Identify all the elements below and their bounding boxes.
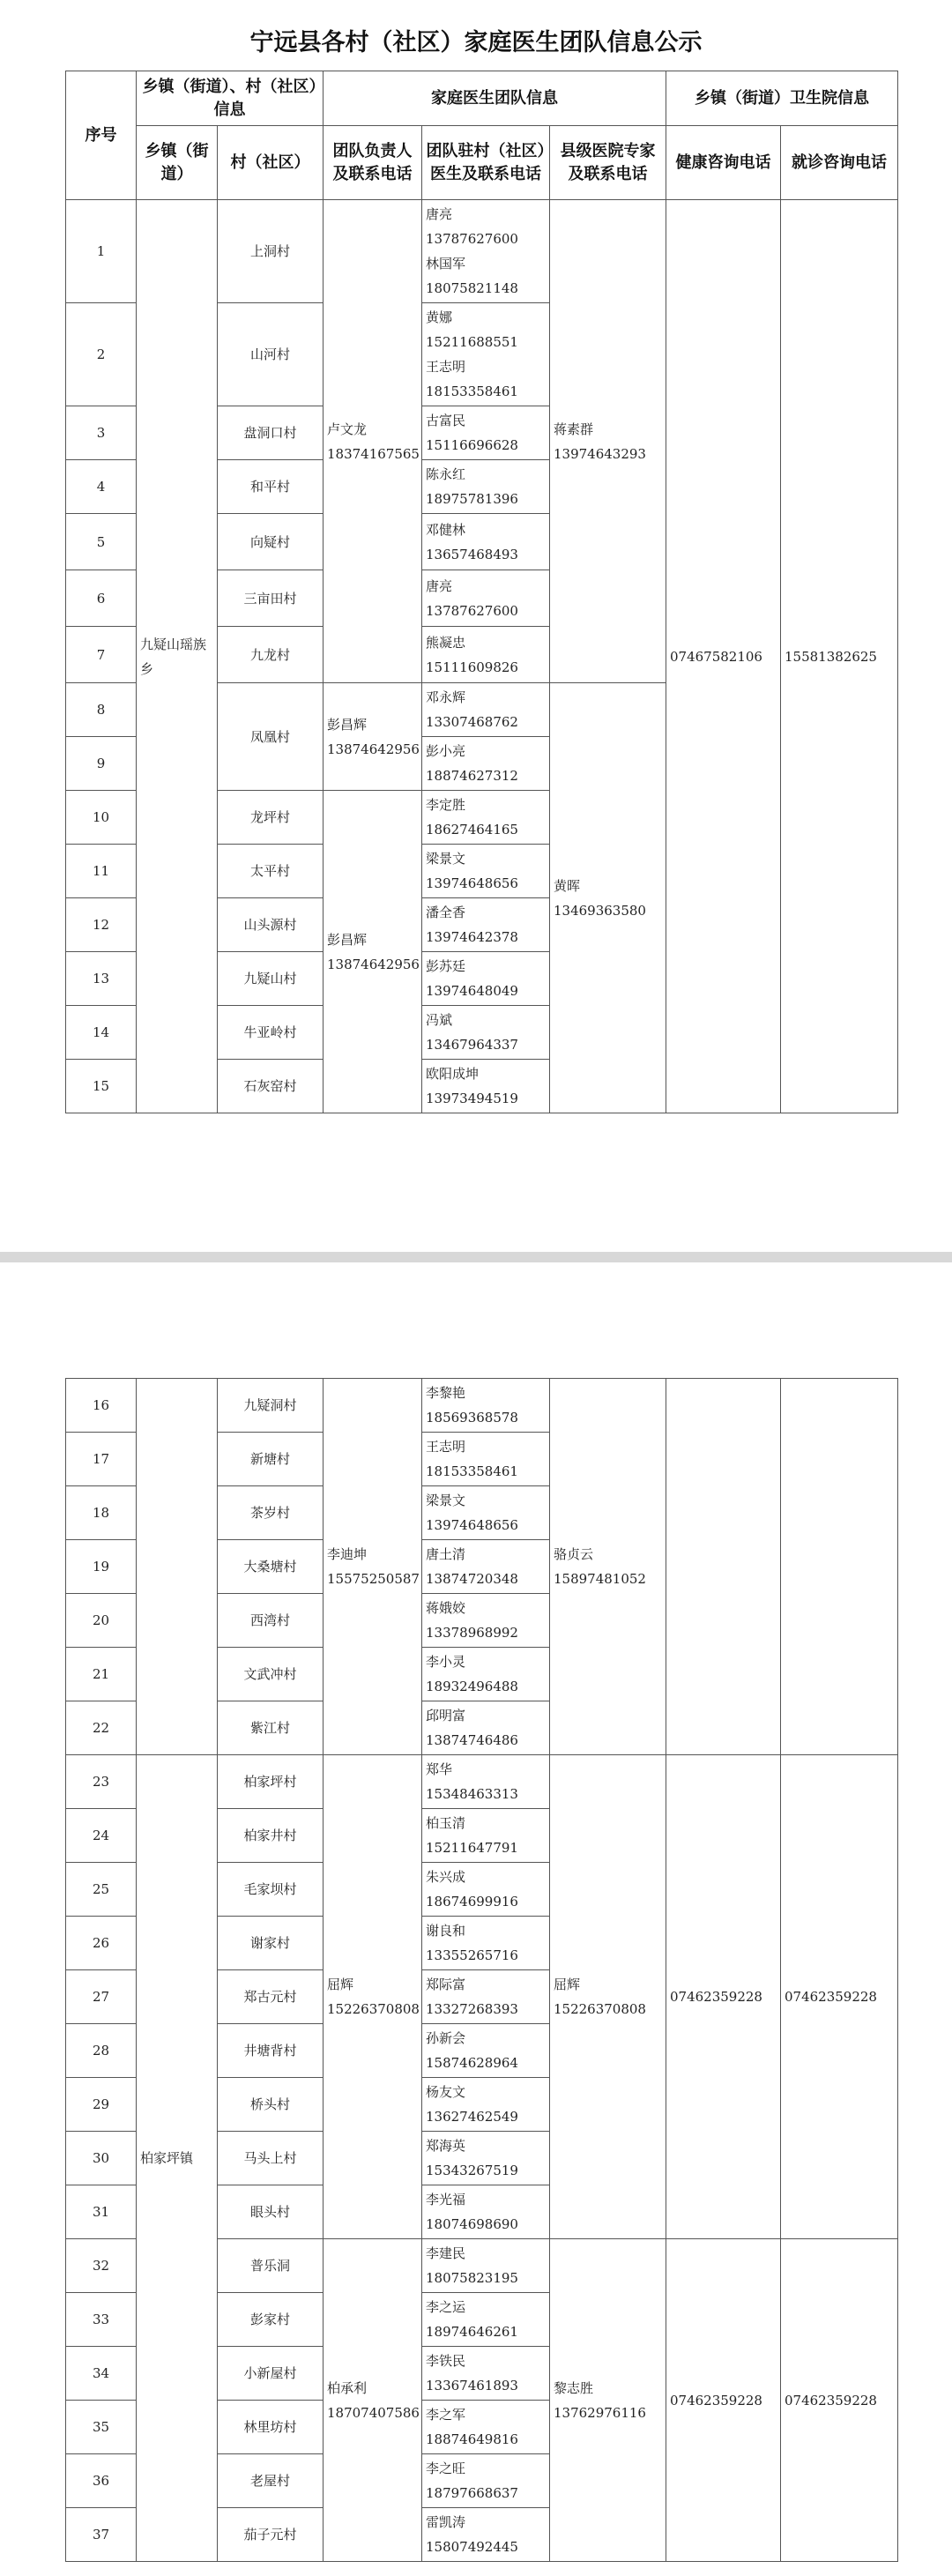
resident-doctor: 李之运 18974646261	[422, 2293, 550, 2347]
resident-doctor: 李之旺 18797668637	[422, 2454, 550, 2508]
resident-doctor: 黄娜 15211688551 王志明 18153358461	[422, 303, 550, 406]
row-number: 27	[66, 1970, 137, 2024]
table-body-part1	[66, 200, 898, 1113]
row-number: 19	[66, 1540, 137, 1594]
resident-doctor: 欧阳成坤 13973494519	[422, 1060, 550, 1113]
clinic-tel-jiuyi: 15581382625	[781, 200, 898, 1113]
village-name: 盘洞口村	[218, 406, 324, 460]
village-name: 眼头村	[218, 2185, 324, 2239]
town-cell-jiuyi-cont	[137, 1379, 218, 1755]
clinic-tel-blank	[781, 1379, 898, 1755]
row-number: 23	[66, 1755, 137, 1809]
resident-doctor: 李光福 18074698690	[422, 2185, 550, 2239]
row-number: 13	[66, 952, 137, 1006]
row-number: 15	[66, 1060, 137, 1113]
resident-doctor: 李建民 18075823195	[422, 2239, 550, 2293]
village-name: 老屋村	[218, 2454, 324, 2508]
row-number: 6	[66, 570, 137, 627]
resident-doctor: 王志明 18153358461	[422, 1433, 550, 1486]
resident-doctor: 熊凝忠 15111609826	[422, 627, 550, 683]
header-town: 乡镇（街道）	[137, 126, 218, 200]
resident-doctor: 李定胜 18627464165	[422, 791, 550, 845]
row-number: 14	[66, 1006, 137, 1060]
team-info-table-part1	[65, 71, 898, 1113]
leader-cell-5: 屈辉 15226370808	[324, 1755, 422, 2239]
village-name: 柏家坪村	[218, 1755, 324, 1809]
village-name: 新塘村	[218, 1433, 324, 1486]
table-row	[66, 1755, 898, 1809]
header-expert: 县级医院专家及联系电话	[550, 126, 666, 200]
resident-doctor: 彭小亮 18874627312	[422, 737, 550, 791]
resident-doctor: 谢良和 13355265716	[422, 1917, 550, 1970]
village-name: 茄子元村	[218, 2508, 324, 2562]
leader-cell-3: 彭昌辉 13874642956	[324, 791, 422, 1113]
row-number: 33	[66, 2293, 137, 2347]
resident-doctor: 唐亮 13787627600	[422, 570, 550, 627]
row-number: 3	[66, 406, 137, 460]
resident-doctor: 杨友文 13627462549	[422, 2078, 550, 2132]
village-name: 山河村	[218, 303, 324, 406]
row-number: 26	[66, 1917, 137, 1970]
row-number: 7	[66, 627, 137, 683]
health-tel-blank	[666, 1379, 781, 1755]
row-number: 8	[66, 683, 137, 737]
resident-doctor: 冯斌 13467964337	[422, 1006, 550, 1060]
row-number: 34	[66, 2347, 137, 2401]
row-number: 21	[66, 1648, 137, 1701]
village-name: 九疑洞村	[218, 1379, 324, 1433]
row-number: 17	[66, 1433, 137, 1486]
clinic-tel-bjp-2: 07462359228	[781, 2239, 898, 2562]
resident-doctor: 李小灵 18932496488	[422, 1648, 550, 1701]
clinic-tel-bjp-1: 07462359228	[781, 1755, 898, 2239]
village-name: 大桑塘村	[218, 1540, 324, 1594]
resident-doctor: 朱兴成 18674699916	[422, 1863, 550, 1917]
resident-doctor: 李黎艳 18569368578	[422, 1379, 550, 1433]
header-clinic-tel: 就诊咨询电话	[781, 126, 898, 200]
village-name: 和平村	[218, 460, 324, 514]
village-name: 九疑山村	[218, 952, 324, 1006]
village-name: 柏家井村	[218, 1809, 324, 1863]
village-name: 桥头村	[218, 2078, 324, 2132]
village-name: 文武冲村	[218, 1648, 324, 1701]
row-number: 1	[66, 200, 137, 303]
health-tel-jiuyi: 07467582106	[666, 200, 781, 1113]
village-name: 九龙村	[218, 627, 324, 683]
expert-cell-3: 骆贞云 15897481052	[550, 1379, 666, 1755]
row-number: 22	[66, 1701, 137, 1755]
header-health-tel: 健康咨询电话	[666, 126, 781, 200]
resident-doctor: 彭苏廷 13974648049	[422, 952, 550, 1006]
row-number: 16	[66, 1379, 137, 1433]
village-name: 牛亚岭村	[218, 1006, 324, 1060]
row-number: 10	[66, 791, 137, 845]
resident-doctor: 柏玉清 15211647791	[422, 1809, 550, 1863]
leader-cell-4: 李迪坤 15575250587	[324, 1379, 422, 1755]
leader-cell-2: 彭昌辉 13874642956	[324, 683, 422, 791]
row-number: 25	[66, 1863, 137, 1917]
village-name: 谢家村	[218, 1917, 324, 1970]
expert-cell-5: 黎志胜 13762976116	[550, 2239, 666, 2562]
row-number: 5	[66, 514, 137, 570]
village-name: 西湾村	[218, 1594, 324, 1648]
village-name: 毛家坝村	[218, 1863, 324, 1917]
row-number: 35	[66, 2401, 137, 2454]
row-number: 32	[66, 2239, 137, 2293]
village-name: 紫江村	[218, 1701, 324, 1755]
header-leader: 团队负责人及联系电话	[324, 126, 422, 200]
resident-doctor: 潘全香 13974642378	[422, 898, 550, 952]
resident-doctor: 陈永红 18975781396	[422, 460, 550, 514]
village-name: 龙坪村	[218, 791, 324, 845]
resident-doctor: 邱明富 13874746486	[422, 1701, 550, 1755]
village-name: 凤凰村	[218, 683, 324, 791]
village-name: 向疑村	[218, 514, 324, 570]
resident-doctor: 郑华 15348463313	[422, 1755, 550, 1809]
village-name: 石灰窑村	[218, 1060, 324, 1113]
resident-doctor: 梁景文 13974648656	[422, 1486, 550, 1540]
resident-doctor: 古富民 15116696628	[422, 406, 550, 460]
village-name: 林里坊村	[218, 2401, 324, 2454]
row-number: 36	[66, 2454, 137, 2508]
village-name: 山头源村	[218, 898, 324, 952]
village-name: 上洞村	[218, 200, 324, 303]
row-number: 31	[66, 2185, 137, 2239]
header-village: 村（社区）	[218, 126, 324, 200]
resident-doctor: 李铁民 13367461893	[422, 2347, 550, 2401]
village-name: 马头上村	[218, 2132, 324, 2185]
health-tel-bjp-2: 07462359228	[666, 2239, 781, 2562]
town-cell-baijiaping: 柏家坪镇	[137, 1755, 218, 2562]
row-number: 2	[66, 303, 137, 406]
header-team-group: 家庭医生团队信息	[324, 71, 666, 126]
village-name: 井塘背村	[218, 2024, 324, 2078]
resident-doctor: 郑海英 15343267519	[422, 2132, 550, 2185]
expert-cell-2: 黄晖 13469363580	[550, 683, 666, 1113]
row-number: 24	[66, 1809, 137, 1863]
row-number: 12	[66, 898, 137, 952]
row-number: 18	[66, 1486, 137, 1540]
resident-doctor: 李之军 18874649816	[422, 2401, 550, 2454]
table-row	[66, 1379, 898, 1433]
row-number: 9	[66, 737, 137, 791]
row-number: 11	[66, 845, 137, 898]
expert-cell-1: 蒋素群 13974643293	[550, 200, 666, 683]
page-separator	[0, 1252, 952, 1262]
village-name: 太平村	[218, 845, 324, 898]
row-number: 4	[66, 460, 137, 514]
resident-doctor: 孙新会 15874628964	[422, 2024, 550, 2078]
header-hospital-group: 乡镇（街道）卫生院信息	[666, 71, 898, 126]
village-name: 茶岁村	[218, 1486, 324, 1540]
village-name: 小新屋村	[218, 2347, 324, 2401]
table-row	[66, 200, 898, 303]
village-name: 彭家村	[218, 2293, 324, 2347]
row-number: 28	[66, 2024, 137, 2078]
resident-doctor: 唐亮 13787627600 林国军 18075821148	[422, 200, 550, 303]
resident-doctor: 唐土清 13874720348	[422, 1540, 550, 1594]
team-info-table-part2	[65, 1378, 898, 2562]
resident-doctor: 雷凯涛 15807492445	[422, 2508, 550, 2562]
resident-doctor: 郑际富 13327268393	[422, 1970, 550, 2024]
header-seq: 序号	[66, 71, 137, 200]
header-town-group: 乡镇（街道）、村（社区）信息	[137, 71, 324, 126]
village-name: 普乐洞	[218, 2239, 324, 2293]
resident-doctor: 蒋娥姣 13378968992	[422, 1594, 550, 1648]
leader-cell-1: 卢文龙 18374167565	[324, 200, 422, 683]
village-name: 三亩田村	[218, 570, 324, 627]
leader-cell-6: 柏承利 18707407586	[324, 2239, 422, 2562]
header-resident-doctor: 团队驻村（社区）医生及联系电话	[422, 126, 550, 200]
row-number: 30	[66, 2132, 137, 2185]
row-number: 29	[66, 2078, 137, 2132]
expert-cell-4: 屈辉 15226370808	[550, 1755, 666, 2239]
health-tel-bjp-1: 07462359228	[666, 1755, 781, 2239]
town-cell-jiuyi: 九疑山瑶族乡	[137, 200, 218, 1113]
resident-doctor: 邓健林 13657468493	[422, 514, 550, 570]
row-number: 20	[66, 1594, 137, 1648]
page-title: 宁远县各村（社区）家庭医生团队信息公示	[249, 29, 703, 56]
resident-doctor: 邓永辉 13307468762	[422, 683, 550, 737]
resident-doctor: 梁景文 13974648656	[422, 845, 550, 898]
row-number: 37	[66, 2508, 137, 2562]
table-body-part2	[66, 1379, 898, 2562]
village-name: 郑古元村	[218, 1970, 324, 2024]
